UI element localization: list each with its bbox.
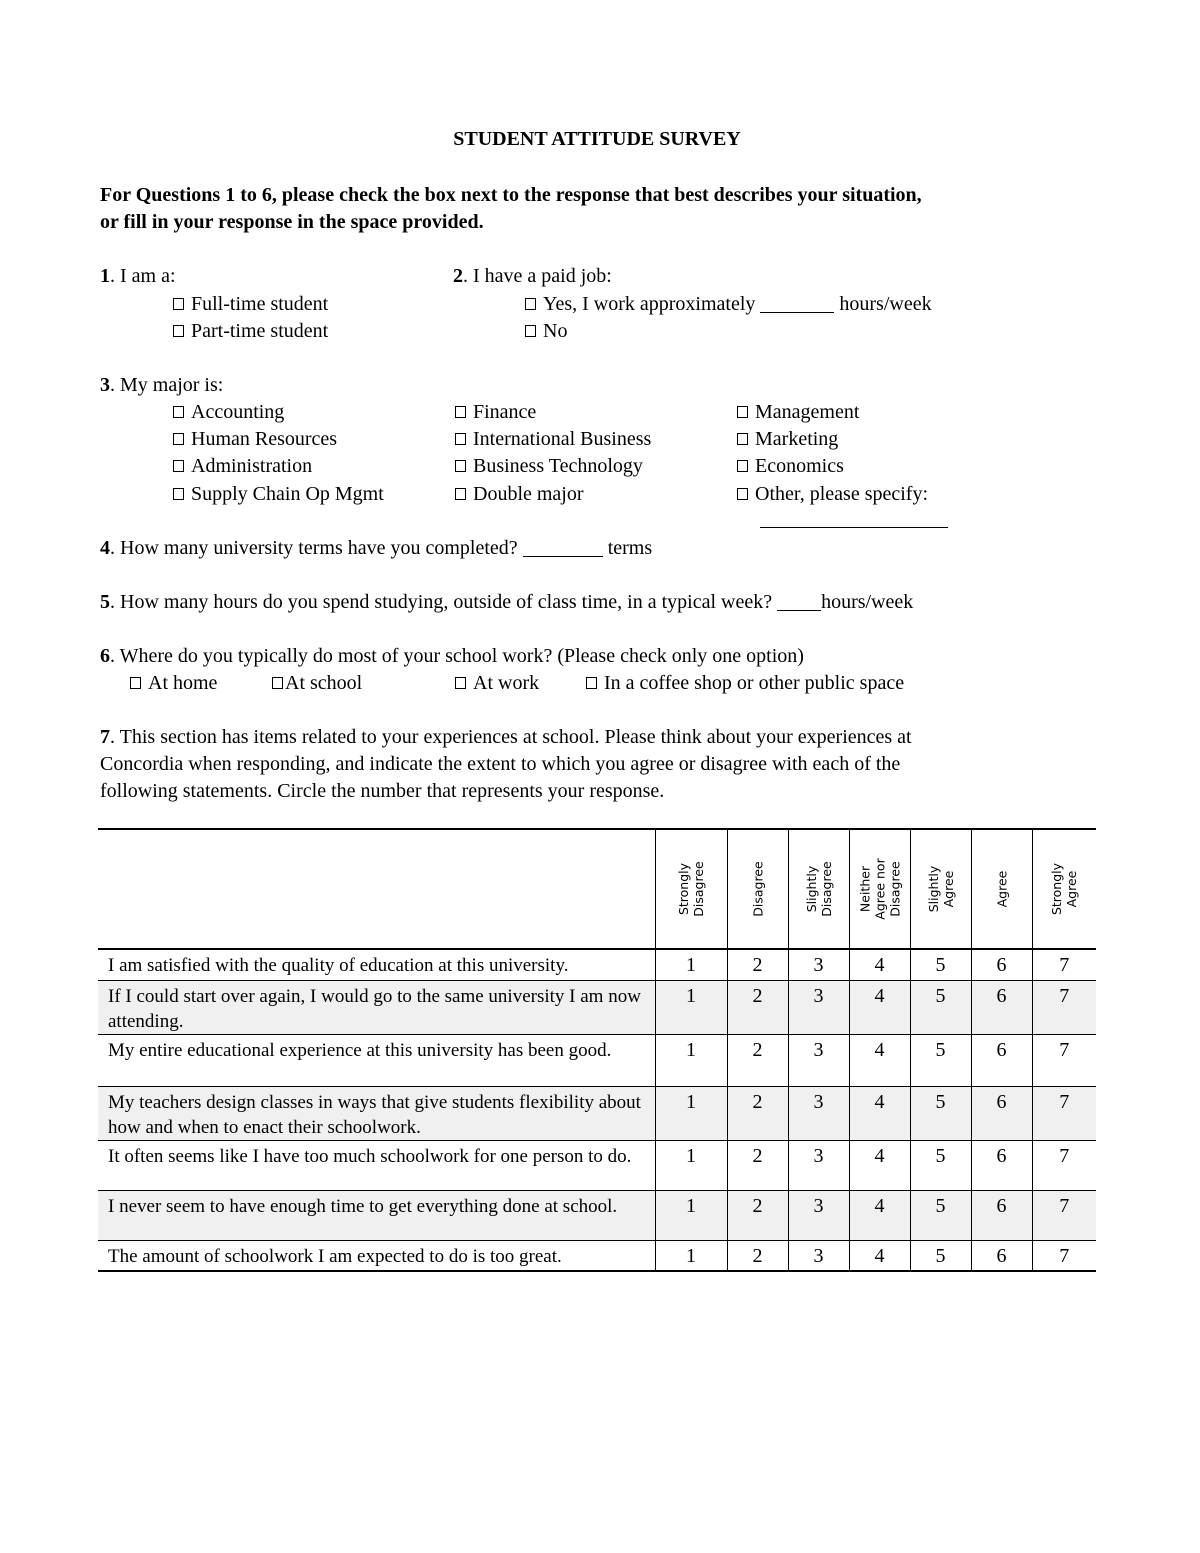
q3-prompt: [100, 372, 223, 399]
instructions-line-2: or fill in your response in the space provided.: [100, 211, 484, 233]
checkbox[interactable]: [455, 677, 466, 689]
q1-option-full-time[interactable]: [173, 291, 328, 318]
rating-option-1[interactable]: 1: [655, 1086, 727, 1140]
header-text: Neither: [857, 865, 872, 913]
rating-option-3[interactable]: 3: [788, 1140, 849, 1190]
rating-option-7[interactable]: 7: [1032, 980, 1096, 1034]
rating-option-4[interactable]: 4: [849, 949, 910, 980]
q1-option-part-time[interactable]: [173, 318, 328, 345]
q7-number: 7: [100, 726, 110, 748]
q1-prompt: [100, 263, 176, 290]
checkbox[interactable]: [455, 488, 466, 500]
checkbox[interactable]: [272, 677, 283, 689]
q3-text: . My major is:: [110, 374, 224, 396]
header-strongly-disagree: [655, 829, 727, 949]
survey-title: STUDENT ATTITUDE SURVEY: [453, 128, 741, 150]
checkbox[interactable]: [455, 406, 466, 418]
option-suffix: hours/week: [839, 293, 932, 315]
rating-option-7[interactable]: 7: [1032, 1240, 1096, 1271]
rating-option-6[interactable]: 6: [971, 1034, 1032, 1086]
q3-number: 3: [100, 374, 110, 396]
checkbox[interactable]: [525, 325, 536, 337]
option-label: Management: [755, 401, 860, 423]
checkbox[interactable]: [586, 677, 597, 689]
major-option[interactable]: [173, 481, 384, 508]
major-option[interactable]: [173, 399, 284, 426]
q2-prompt: [453, 263, 612, 290]
rating-option-6[interactable]: 6: [971, 1140, 1032, 1190]
rating-option-2[interactable]: 2: [727, 1240, 788, 1271]
statement-text: The amount of schoolwork I am expected to do is too great.: [98, 1240, 655, 1271]
checkbox[interactable]: [455, 460, 466, 472]
major-option[interactable]: [737, 399, 859, 426]
option-label: Double major: [473, 483, 584, 505]
hours-blank[interactable]: [760, 294, 834, 313]
scale-header-row: [98, 829, 1096, 949]
q6-option-school[interactable]: [272, 670, 362, 697]
instructions-line-1: For Questions 1 to 6, please check the box next to the response that best describes your situation,: [100, 184, 922, 206]
rating-option-7[interactable]: 7: [1032, 1034, 1096, 1086]
table-row: [98, 1190, 1096, 1240]
option-label: No: [543, 320, 568, 342]
rating-option-3[interactable]: 3: [788, 1190, 849, 1240]
rating-option-2[interactable]: 2: [727, 1190, 788, 1240]
rating-option-4[interactable]: 4: [849, 1140, 910, 1190]
checkbox[interactable]: [173, 488, 184, 500]
rating-option-4[interactable]: 4: [849, 1086, 910, 1140]
table-row: [98, 1086, 1096, 1140]
q6-number: 6: [100, 645, 110, 667]
checkbox[interactable]: [737, 406, 748, 418]
major-option[interactable]: [455, 481, 584, 508]
study-hours-blank[interactable]: [777, 592, 821, 611]
rating-option-6[interactable]: 6: [971, 1086, 1032, 1140]
q6-text: . Where do you typically do most of your school work? (Please check only one option): [110, 645, 804, 667]
rating-option-5[interactable]: 5: [910, 1140, 971, 1190]
checkbox[interactable]: [525, 298, 536, 310]
q7-line-3: following statements. Circle the number that represents your response.: [100, 780, 665, 802]
statement-text: My entire educational experience at this university has been good.: [98, 1034, 655, 1086]
header-text: Disagree: [691, 861, 706, 917]
rating-option-4[interactable]: 4: [849, 1190, 910, 1240]
checkbox[interactable]: [737, 460, 748, 472]
rating-option-5[interactable]: 5: [910, 949, 971, 980]
checkbox[interactable]: [737, 488, 748, 500]
header-neither: [849, 829, 910, 949]
q2-number: 2: [453, 265, 463, 287]
q2-option-yes[interactable]: [525, 291, 932, 318]
rating-option-4[interactable]: 4: [849, 1034, 910, 1086]
option-label: International Business: [473, 428, 652, 450]
table-row: [98, 980, 1096, 1034]
header-strongly-agree: [1032, 829, 1096, 949]
table-row: [98, 1240, 1096, 1271]
checkbox[interactable]: [173, 325, 184, 337]
header-slightly-disagree: [788, 829, 849, 949]
header-slightly-agree: [910, 829, 971, 949]
header-text: Disagree: [887, 861, 902, 917]
checkbox[interactable]: [455, 433, 466, 445]
q5-suffix: hours/week: [821, 591, 914, 613]
rating-option-7[interactable]: 7: [1032, 1140, 1096, 1190]
option-label: At school: [285, 672, 363, 694]
rating-option-5[interactable]: 5: [910, 1086, 971, 1140]
q4-number: 4: [100, 537, 110, 559]
option-label: At work: [473, 672, 540, 694]
header-text: Agree: [1064, 870, 1080, 908]
q1-text: . I am a:: [110, 265, 176, 287]
rating-option-1[interactable]: 1: [655, 1240, 727, 1271]
rating-option-7[interactable]: 7: [1032, 949, 1096, 980]
q4-prompt: [100, 535, 652, 562]
q6-option-work[interactable]: [455, 670, 539, 697]
option-label: Human Resources: [191, 428, 338, 450]
rating-option-1[interactable]: 1: [655, 1140, 727, 1190]
option-label: At home: [148, 672, 218, 694]
major-option[interactable]: [737, 426, 838, 453]
rating-option-3[interactable]: 3: [788, 980, 849, 1034]
checkbox[interactable]: [173, 298, 184, 310]
major-option[interactable]: [455, 399, 536, 426]
rating-option-6[interactable]: 6: [971, 1190, 1032, 1240]
q6-prompt: [100, 643, 804, 670]
rating-option-1[interactable]: 1: [655, 1190, 727, 1240]
option-label: In a coffee shop or other public space: [604, 672, 905, 694]
header-text: Strongly: [676, 862, 691, 916]
q7-line-2: Concordia when responding, and indicate the extent to which you agree or disagree with each of the: [100, 753, 901, 775]
rating-option-3[interactable]: 3: [788, 1034, 849, 1086]
q5-text: . How many hours do you spend studying, outside of class time, in a typical week?: [110, 591, 773, 613]
major-option[interactable]: [173, 453, 312, 480]
header-agree: [971, 829, 1032, 949]
rating-option-2[interactable]: 2: [727, 1140, 788, 1190]
rating-option-3[interactable]: 3: [788, 949, 849, 980]
q4-suffix: terms: [607, 537, 653, 559]
rating-option-4[interactable]: 4: [849, 1240, 910, 1271]
major-option[interactable]: [173, 426, 337, 453]
header-text: Agree: [994, 870, 1009, 908]
header-text: Strongly: [1049, 862, 1065, 916]
header-text: Disagree: [818, 861, 834, 917]
statement-text: It often seems like I have too much schoolwork for one person to do.: [98, 1140, 655, 1190]
header-disagree: [727, 829, 788, 949]
q2-option-no[interactable]: [525, 318, 567, 345]
rating-option-4[interactable]: 4: [849, 980, 910, 1034]
checkbox[interactable]: [173, 433, 184, 445]
header-text: Agree: [940, 870, 956, 908]
checkbox[interactable]: [130, 677, 141, 689]
rating-option-6[interactable]: 6: [971, 949, 1032, 980]
rating-option-3[interactable]: 3: [788, 1240, 849, 1271]
table-row: [98, 1140, 1096, 1190]
major-option[interactable]: [455, 453, 643, 480]
rating-option-6[interactable]: 6: [971, 1240, 1032, 1271]
option-label: Other, please specify:: [755, 483, 929, 505]
rating-option-3[interactable]: 3: [788, 1086, 849, 1140]
option-label: Marketing: [755, 428, 839, 450]
major-option[interactable]: [737, 481, 928, 508]
rating-option-5[interactable]: 5: [910, 980, 971, 1034]
statement-text: If I could start over again, I would go to the same university I am now attending.: [98, 980, 655, 1034]
header-blank-cell: [98, 829, 655, 949]
major-option[interactable]: [455, 426, 651, 453]
q1-number: 1: [100, 265, 110, 287]
option-label: Finance: [473, 401, 537, 423]
option-label: Full-time student: [191, 293, 329, 315]
header-text: Disagree: [750, 861, 765, 917]
major-option[interactable]: [737, 453, 844, 480]
checkbox[interactable]: [737, 433, 748, 445]
header-text: Agree nor: [872, 858, 887, 920]
rating-option-5[interactable]: 5: [910, 1240, 971, 1271]
header-text: Slightly: [803, 865, 819, 913]
checkbox[interactable]: [173, 406, 184, 418]
statement-text: My teachers design classes in ways that give students flexibility about how and when to enact their schoolwork.: [98, 1086, 655, 1140]
q7-line-1: [100, 724, 912, 751]
header-text: Slightly: [925, 865, 941, 913]
rating-option-6[interactable]: 6: [971, 980, 1032, 1034]
q5-number: 5: [100, 591, 110, 613]
option-label: Accounting: [191, 401, 285, 423]
rating-option-1[interactable]: 1: [655, 1034, 727, 1086]
option-label: Administration: [191, 455, 313, 477]
terms-blank[interactable]: [523, 538, 603, 557]
option-label: Yes, I work approximately: [543, 293, 756, 315]
q5-prompt: [100, 589, 913, 616]
rating-option-2[interactable]: 2: [727, 949, 788, 980]
q2-text: . I have a paid job:: [463, 265, 612, 287]
q7-text-1: . This section has items related to your experiences at school. Please think about your experiences at: [110, 726, 912, 748]
table-row: [98, 1034, 1096, 1086]
option-label: Part-time student: [191, 320, 329, 342]
option-label: Supply Chain Op Mgmt: [191, 483, 384, 505]
rating-option-2[interactable]: 2: [727, 1086, 788, 1140]
likert-table: [98, 828, 1096, 1272]
rating-option-7[interactable]: 7: [1032, 1190, 1096, 1240]
statement-text: I never seem to have enough time to get everything done at school.: [98, 1190, 655, 1240]
option-label: Business Technology: [473, 455, 643, 477]
rating-option-2[interactable]: 2: [727, 1034, 788, 1086]
q4-text: . How many university terms have you completed?: [110, 537, 518, 559]
option-label: Economics: [755, 455, 844, 477]
checkbox[interactable]: [173, 460, 184, 472]
rating-option-7[interactable]: 7: [1032, 1086, 1096, 1140]
rating-option-1[interactable]: 1: [655, 980, 727, 1034]
q6-option-home[interactable]: [130, 670, 217, 697]
q6-option-public-space[interactable]: [586, 670, 904, 697]
rating-option-5[interactable]: 5: [910, 1034, 971, 1086]
other-specify-blank[interactable]: [760, 527, 948, 528]
rating-option-1[interactable]: 1: [655, 949, 727, 980]
rating-option-5[interactable]: 5: [910, 1190, 971, 1240]
statement-text: I am satisfied with the quality of education at this university.: [98, 949, 655, 980]
rating-option-2[interactable]: 2: [727, 980, 788, 1034]
table-row: [98, 949, 1096, 980]
